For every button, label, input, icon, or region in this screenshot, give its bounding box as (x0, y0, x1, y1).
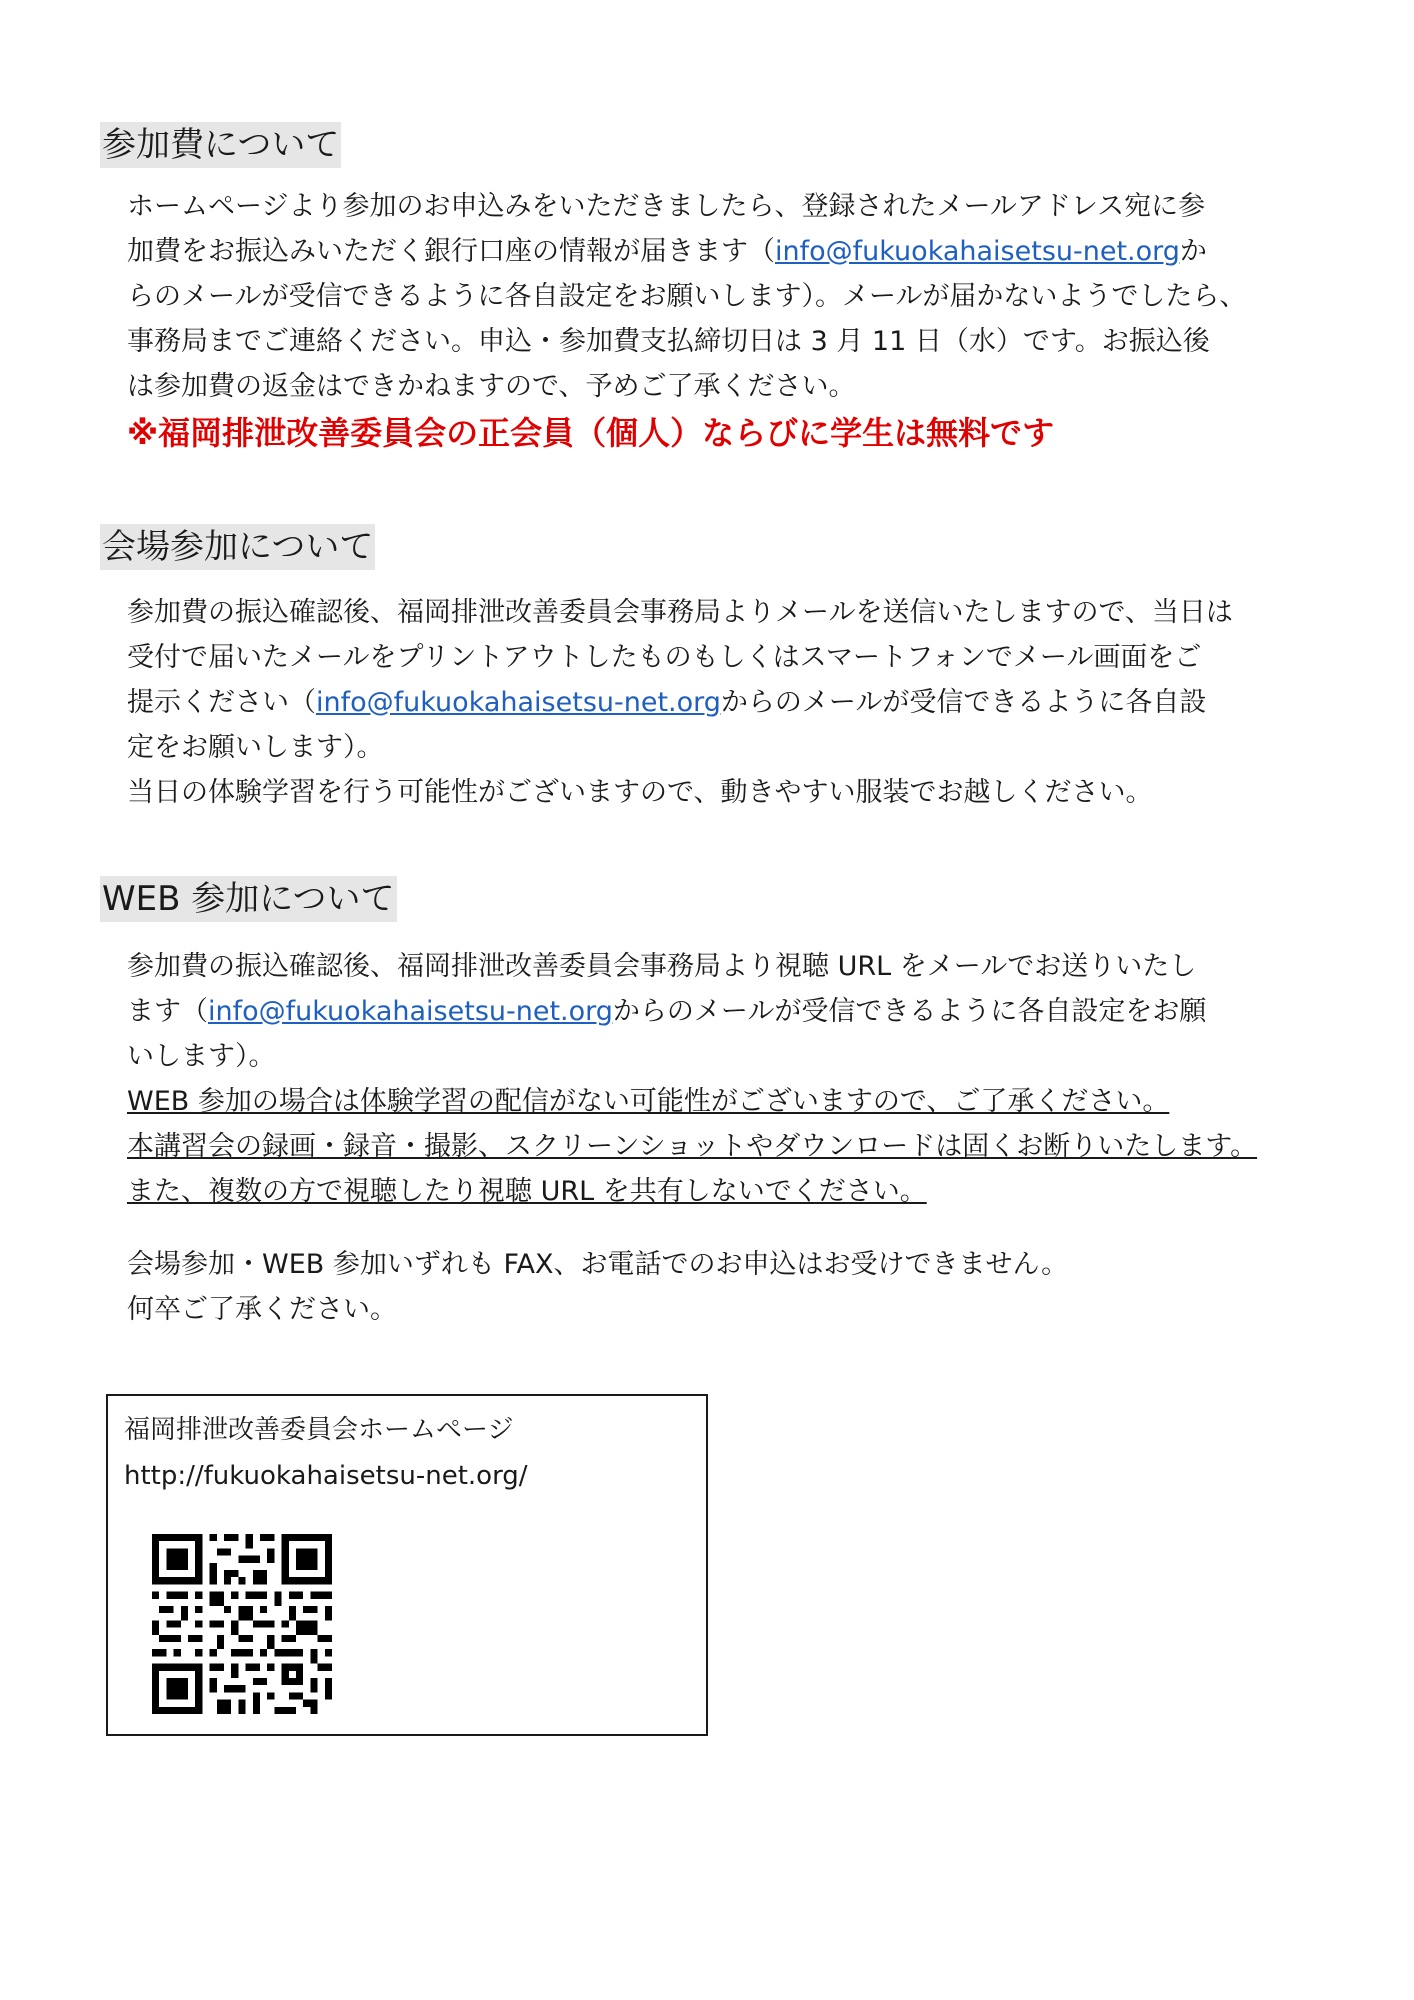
web-line-2: ます（info@fukuokahaisetsu-net.orgからのメールが受信できるように各自設定をお願 (127, 996, 1207, 1027)
venue-email-link[interactable]: info@fukuokahaisetsu-net.org (316, 687, 721, 718)
notice-line-1: 会場参加・WEB 参加いずれも FAX、お電話でのお申込はお受けできません。 (127, 1249, 1069, 1280)
web-no-stream-notice: WEB 参加の場合は体験学習の配信がない可能性がございますので、ご了承ください。 (127, 1086, 1170, 1117)
fee-line-1: ホームページより参加のお申込みをいただきましたら、登録されたメールアドレス宛に参 (127, 191, 1206, 222)
notice-line-2: 何卒ご了承ください。 (127, 1294, 397, 1325)
web-line-3: いします）。 (127, 1041, 276, 1072)
fee-line-4: 事務局までご連絡ください。申込・参加費支払締切日は 3 月 11 日（水）です。お振込後 (127, 326, 1210, 357)
web-heading: WEB 参加について (100, 876, 397, 922)
fee-paragraph (127, 184, 1287, 457)
web-no-sharing-notice: また、複数の方で視聴したり視聴 URL を共有しないでください。 (127, 1176, 927, 1207)
venue-line-4: 定をお願いします）。 (127, 732, 384, 763)
web-no-recording-notice: 本講習会の録画・録音・撮影、スクリーンショットやダウンロードは固くお断りいたします。 (127, 1131, 1258, 1162)
application-notice (127, 1242, 1287, 1332)
fee-heading: 参加費について (100, 122, 341, 168)
homepage-qr-code (152, 1534, 332, 1714)
venue-line-1: 参加費の振込確認後、福岡排泄改善委員会事務局よりメールを送信いたしますので、当日は (127, 597, 1233, 628)
homepage-box (106, 1394, 708, 1736)
homepage-title: 福岡排泄改善委員会ホームページ (124, 1415, 514, 1445)
web-paragraph (127, 944, 1287, 1214)
fee-line-3: らのメールが受信できるように各自設定をお願いします）。メールが届かないようでしたら、 (127, 281, 1247, 312)
venue-line-2: 受付で届いたメールをプリントアウトしたものもしくはスマートフォンでメール画面をご (127, 642, 1202, 673)
fee-email-link[interactable]: info@fukuokahaisetsu-net.org (775, 236, 1180, 267)
web-email-link[interactable]: info@fukuokahaisetsu-net.org (208, 996, 613, 1027)
venue-line-5: 当日の体験学習を行う可能性がございますので、動きやすい服装でお越しください。 (127, 777, 1153, 808)
venue-line-3: 提示ください（info@fukuokahaisetsu-net.orgからのメールが受信できるように各自設 (127, 687, 1207, 718)
free-member-note: ※福岡排泄改善委員会の正会員（個人）ならびに学生は無料です (127, 414, 1055, 452)
fee-line-5: は参加費の返金はできかねますので、予めご了承ください。 (127, 371, 856, 402)
venue-paragraph (127, 590, 1287, 815)
venue-heading: 会場参加について (100, 524, 375, 570)
homepage-url[interactable]: http://fukuokahaisetsu-net.org/ (124, 1461, 528, 1491)
fee-line-2: 加費をお振込みいただく銀行口座の情報が届きます（info@fukuokahaisetsu-net.orgか (127, 236, 1207, 267)
web-line-1: 参加費の振込確認後、福岡排泄改善委員会事務局より視聴 URL をメールでお送りいたし (127, 951, 1197, 982)
